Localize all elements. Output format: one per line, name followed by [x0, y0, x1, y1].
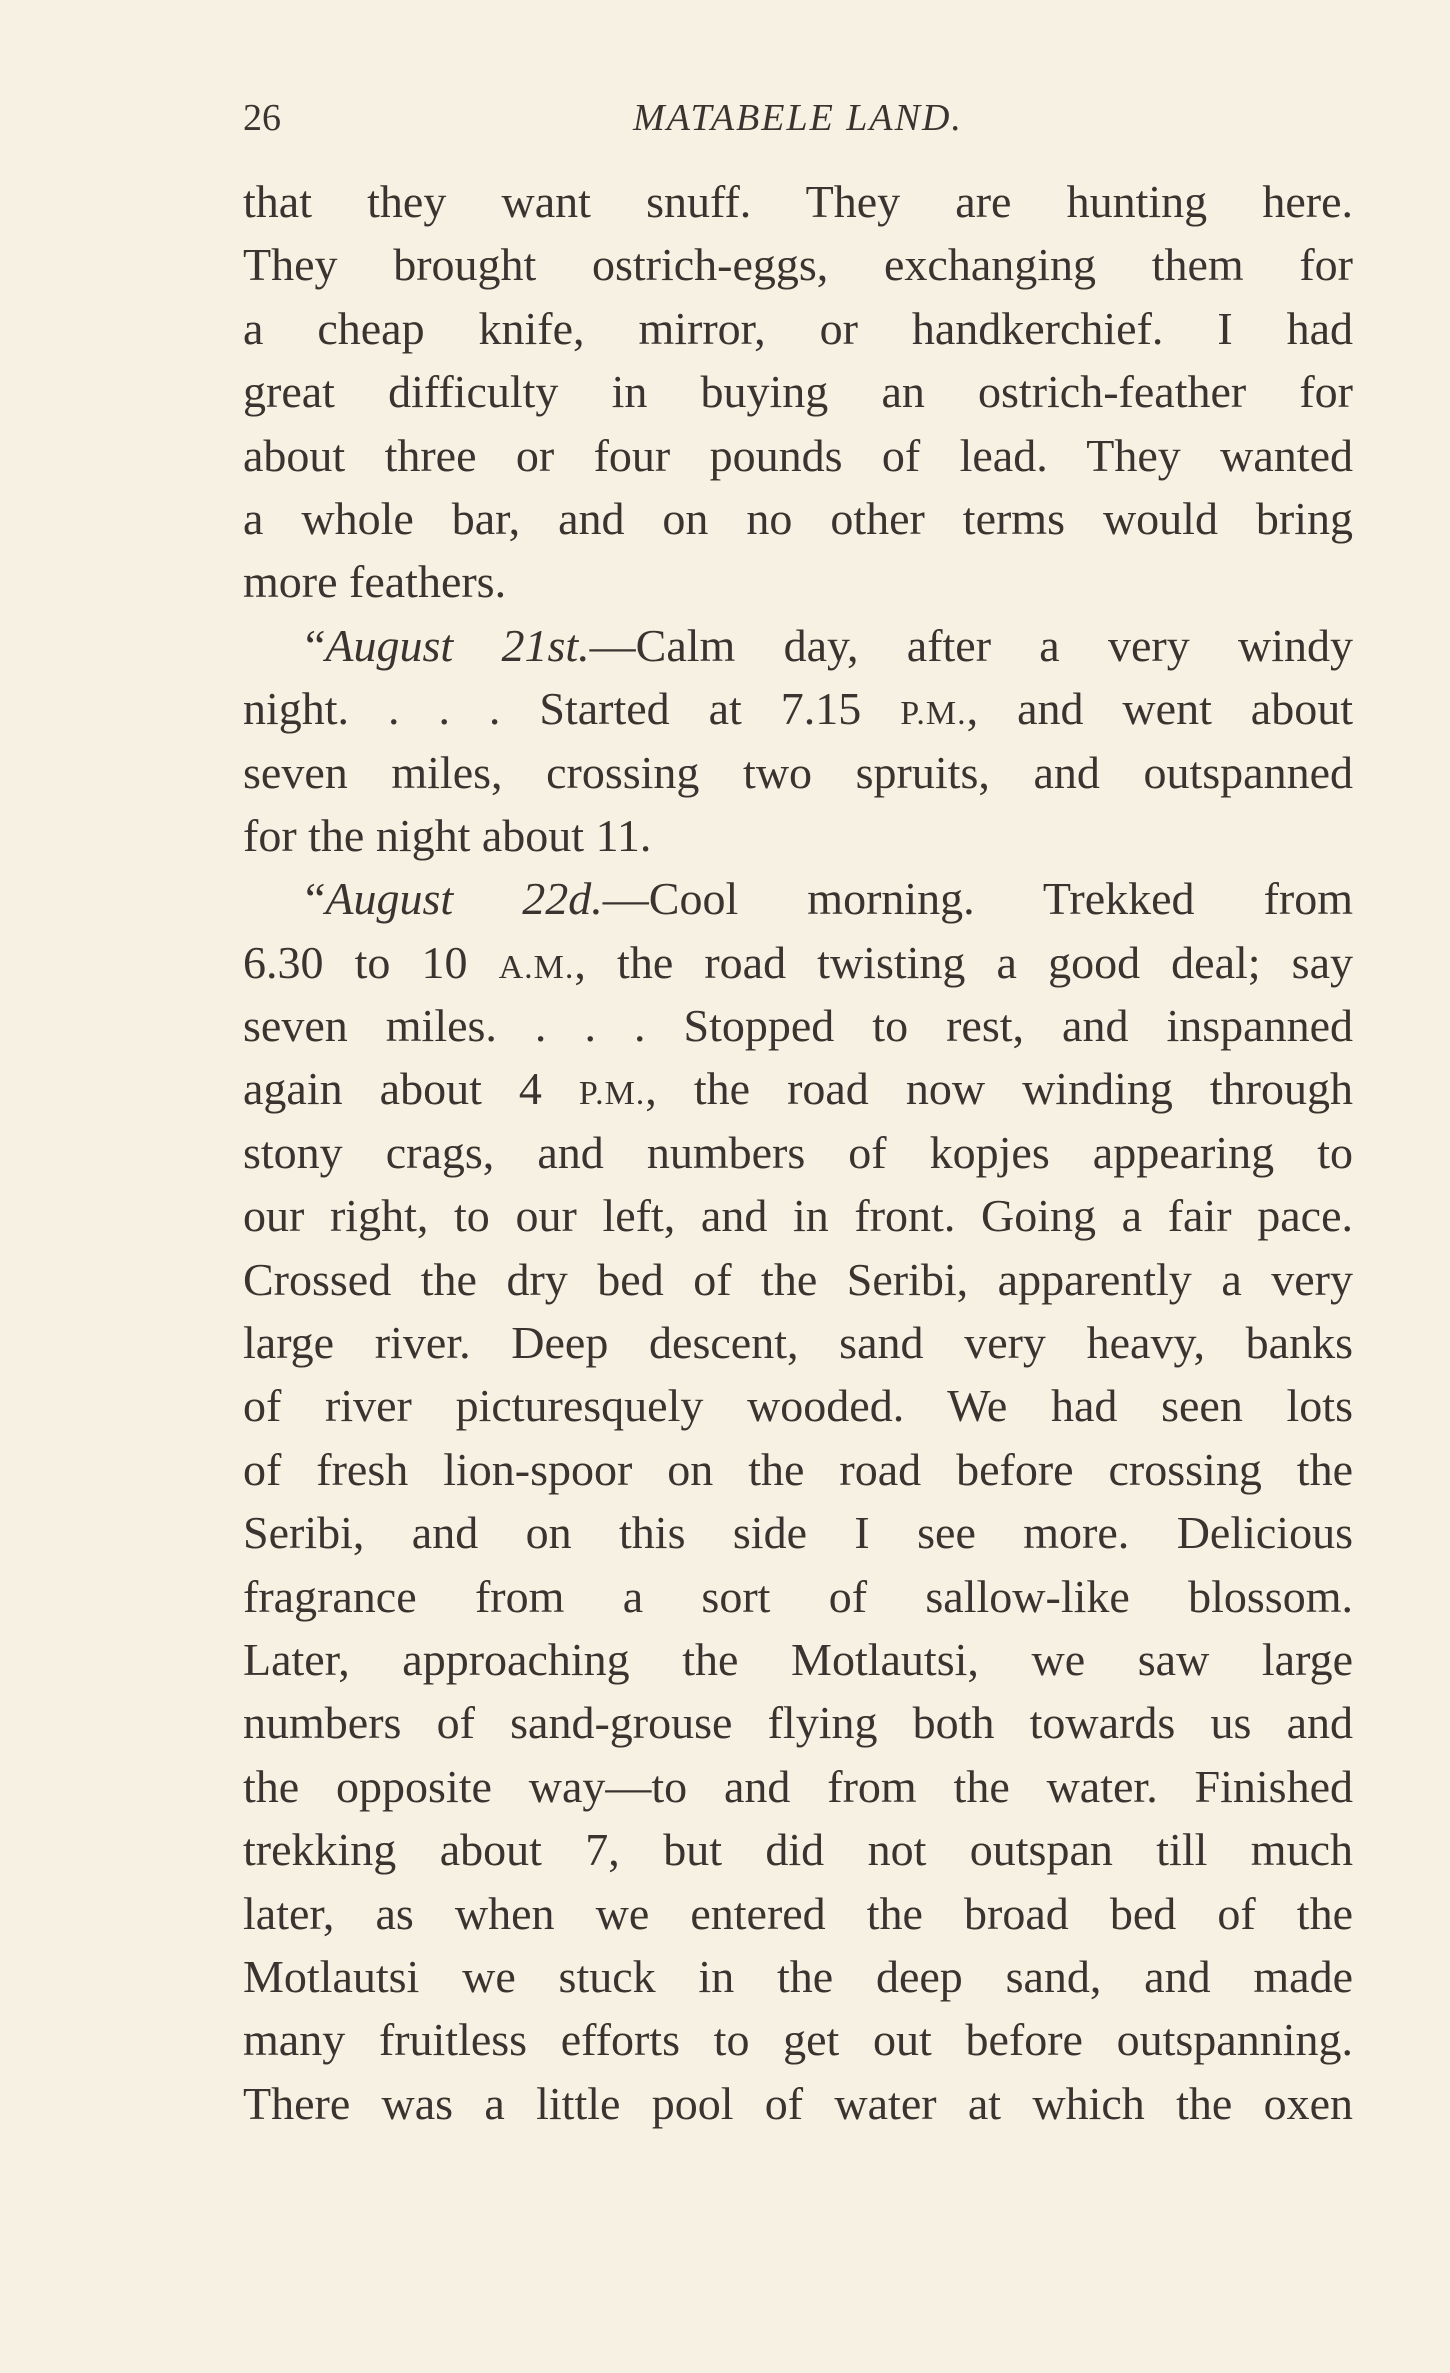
text-line: seven miles. . . . Stopped to rest, and inspanned: [243, 1000, 1353, 1052]
text-line: trekking about 7, but did not outspan till much: [243, 1824, 1353, 1876]
entry-date: August 22d.: [325, 873, 603, 925]
text-line: numbers of sand-grouse flying both towards us and: [243, 1697, 1353, 1749]
text-line: of fresh lion-spoor on the road before crossing the: [243, 1443, 1353, 1495]
text-line: our right, to our left, and in front. Going a fair pace.: [243, 1190, 1353, 1242]
text-line: of river picturesquely wooded. We had seen lots: [243, 1380, 1353, 1432]
open-quote: “: [305, 873, 326, 925]
line-segment: , and went about: [966, 683, 1353, 735]
text-line: great difficulty in buying an ostrich-feather for: [243, 366, 1353, 418]
text-line: stony crags, and numbers of kopjes appearing to: [243, 1126, 1353, 1178]
line-segment: 6.30 to 10: [243, 936, 499, 988]
entry-text: —Cool morning. Trekked from: [602, 873, 1353, 925]
text-line: a whole bar, and on no other terms would bring: [243, 492, 1353, 544]
line-segment: again about 4: [243, 1063, 579, 1115]
text-line: seven miles, crossing two spruits, and outspanned: [243, 746, 1353, 798]
line-segment: night. . . . Started at 7.15: [243, 683, 901, 735]
text-line: for the night about 11.: [243, 809, 652, 861]
line-segment: , the road twisting a good deal; say: [574, 936, 1353, 988]
text-line: Crossed the dry bed of the Seribi, apparently a very: [243, 1253, 1353, 1305]
text-line: more feathers.: [243, 556, 507, 608]
text-line: [243, 677, 1353, 740]
text-line: [243, 1057, 1353, 1120]
text-line: about three or four pounds of lead. They wanted: [243, 429, 1353, 481]
entry-text: —Calm day, after a very windy: [589, 619, 1353, 671]
text-line: the opposite way—to and from the water. Finished: [243, 1760, 1353, 1812]
page-number: 26: [243, 97, 281, 139]
text-line: that they want snuff. They are hunting here.: [243, 176, 1353, 227]
text-line: later, as when we entered the broad bed of the: [243, 1887, 1353, 1939]
entry-date: August 21st.: [325, 619, 590, 671]
running-title: MATABELE LAND.: [633, 97, 963, 139]
body-text: [243, 170, 1353, 2135]
line-segment: , the road now winding through: [645, 1063, 1353, 1115]
text-line: many fruitless efforts to get out before outspanning.: [243, 2014, 1353, 2066]
text-line: Seribi, and on this side I see more. Delicious: [243, 1507, 1353, 1559]
text-line-dated-entry: [243, 867, 1353, 930]
time-marker: P.M.: [578, 1075, 646, 1113]
text-line: There was a little pool of water at which the oxen: [243, 2077, 1353, 2129]
time-marker: A.M.: [498, 948, 575, 986]
time-marker: P.M.: [900, 695, 967, 733]
text-line: a cheap knife, mirror, or handkerchief. I had: [243, 302, 1353, 354]
text-line: They brought ostrich-eggs, exchanging them for: [243, 239, 1353, 291]
open-quote: “: [305, 619, 326, 671]
text-line-dated-entry: [243, 614, 1353, 677]
text-line: Motlautsi we stuck in the deep sand, and made: [243, 1950, 1353, 2002]
running-head: [243, 96, 1353, 146]
text-line: fragrance from a sort of sallow-like blossom.: [243, 1570, 1353, 1622]
text-line: [243, 931, 1353, 994]
text-line: large river. Deep descent, sand very heavy, banks: [243, 1317, 1353, 1369]
text-line: Later, approaching the Motlautsi, we saw large: [243, 1633, 1353, 1685]
